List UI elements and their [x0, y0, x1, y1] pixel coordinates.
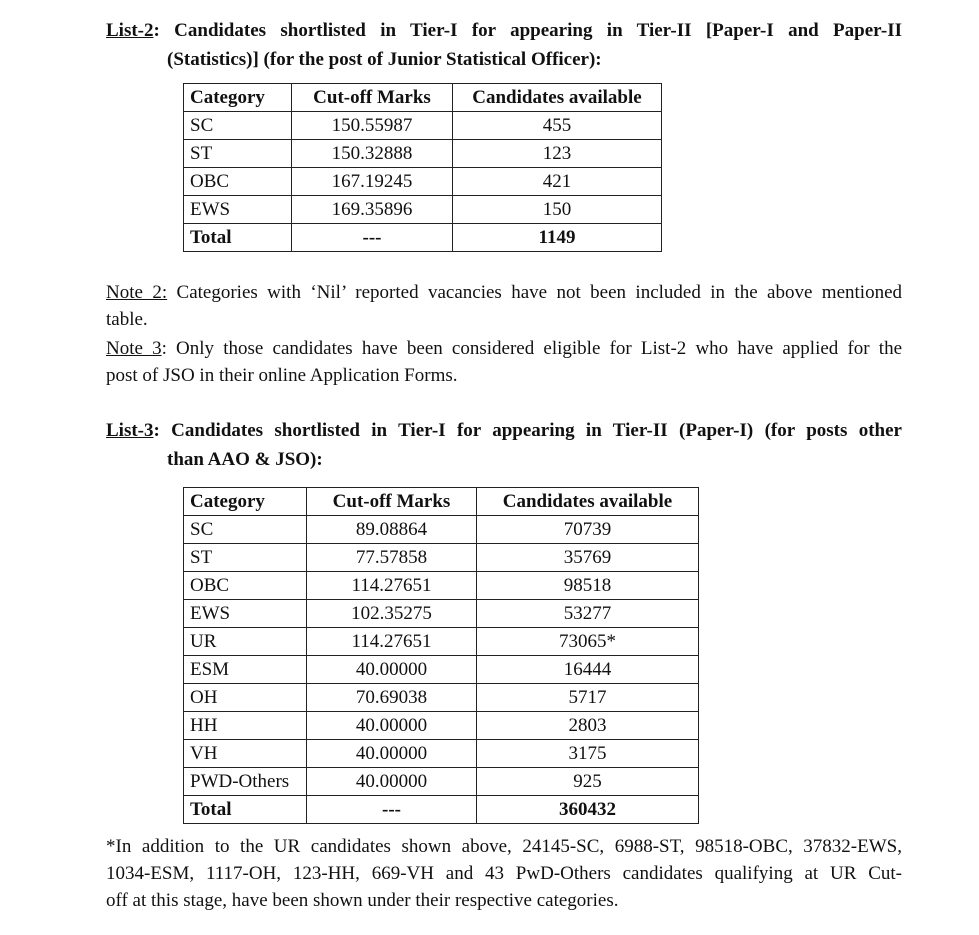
list3-heading	[106, 416, 902, 474]
cell-category: OBC	[184, 572, 307, 600]
footnote-line-2: 1034-ESM, 1117-OH, 123-HH, 669-VH and 43 PwD-Others candidates qualifying at UR Cut-	[106, 863, 902, 884]
cell-category: VH	[184, 740, 307, 768]
column-header-available: Candidates available	[453, 84, 662, 112]
list2-table	[183, 83, 662, 252]
cell-category: EWS	[184, 600, 307, 628]
table-row	[184, 112, 662, 140]
cell-total-label: Total	[184, 224, 292, 252]
cell-cutoff: 150.55987	[292, 112, 453, 140]
list3-label: List-3	[106, 420, 154, 441]
note-2: Note 2: Categories with ‘Nil’ reported vacancies have not been included in the above mentioned table.	[106, 282, 903, 330]
cell-available: 925	[477, 768, 699, 796]
table-row	[184, 572, 699, 600]
cell-total-cutoff: ---	[307, 796, 477, 824]
column-header-category: Category	[184, 84, 292, 112]
cell-cutoff: 114.27651	[307, 628, 477, 656]
cell-cutoff: 40.00000	[307, 656, 477, 684]
cell-total-label: Total	[184, 796, 307, 824]
list2-heading	[106, 16, 902, 74]
cell-available: 150	[453, 196, 662, 224]
cell-available: 123	[453, 140, 662, 168]
table-header-row	[184, 488, 699, 516]
cell-category: ESM	[184, 656, 307, 684]
column-header-cutoff: Cut-off Marks	[292, 84, 453, 112]
cell-category: SC	[184, 112, 292, 140]
cell-category: ST	[184, 544, 307, 572]
table-row	[184, 740, 699, 768]
cell-cutoff: 150.32888	[292, 140, 453, 168]
footnote-line-1: *In addition to the UR candidates shown above, 24145-SC, 6988-ST, 98518-OBC, 37832-EWS,	[106, 836, 902, 857]
cell-cutoff: 40.00000	[307, 768, 477, 796]
cell-available: 5717	[477, 684, 699, 712]
cell-total-available: 360432	[477, 796, 699, 824]
table-row	[184, 168, 662, 196]
cell-category: EWS	[184, 196, 292, 224]
table-row	[184, 516, 699, 544]
table-row	[184, 712, 699, 740]
cell-available: 16444	[477, 656, 699, 684]
cell-total-available: 1149	[453, 224, 662, 252]
list2-heading-line2: (Statistics)] (for the post of Junior Statistical Officer):	[167, 49, 602, 70]
cell-category: SC	[184, 516, 307, 544]
cell-cutoff: 102.35275	[307, 600, 477, 628]
cell-category: OH	[184, 684, 307, 712]
note-3: Note 3: Only those candidates have been considered eligible for List-2 who have applied for the post of JSO in their online Application Forms.	[106, 338, 902, 386]
cell-available: 421	[453, 168, 662, 196]
cell-available: 2803	[477, 712, 699, 740]
cell-available: 73065*	[477, 628, 699, 656]
cell-cutoff: 40.00000	[307, 712, 477, 740]
cell-available: 3175	[477, 740, 699, 768]
list3-heading-line1: List-3: Candidates shortlisted in Tier-I for appearing in Tier-II (Paper-I) (for posts other	[106, 420, 902, 441]
cell-available: 98518	[477, 572, 699, 600]
table-row	[184, 140, 662, 168]
column-header-category: Category	[184, 488, 307, 516]
cell-cutoff: 169.35896	[292, 196, 453, 224]
column-header-cutoff: Cut-off Marks	[307, 488, 477, 516]
cell-cutoff: 114.27651	[307, 572, 477, 600]
table-total-row	[184, 796, 699, 824]
cell-cutoff: 40.00000	[307, 740, 477, 768]
cell-category: ST	[184, 140, 292, 168]
table-row	[184, 544, 699, 572]
list3-heading-line2: than AAO & JSO):	[167, 449, 323, 470]
cell-cutoff: 77.57858	[307, 544, 477, 572]
note-2-label: Note 2:	[106, 282, 168, 303]
footnote-line-3: off at this stage, have been shown under their respective categories.	[106, 890, 619, 911]
cell-cutoff: 89.08864	[307, 516, 477, 544]
table-row	[184, 600, 699, 628]
cell-category: HH	[184, 712, 307, 740]
table-row	[184, 656, 699, 684]
list3-table	[183, 487, 699, 824]
table-row	[184, 684, 699, 712]
list2-label: List-2	[106, 20, 154, 41]
cell-cutoff: 167.19245	[292, 168, 453, 196]
table-header-row	[184, 84, 662, 112]
table-row	[184, 768, 699, 796]
cell-available: 455	[453, 112, 662, 140]
cell-total-cutoff: ---	[292, 224, 453, 252]
note-3-label: Note 3	[106, 338, 162, 359]
table-row	[184, 628, 699, 656]
cell-available: 70739	[477, 516, 699, 544]
cell-cutoff: 70.69038	[307, 684, 477, 712]
cell-available: 53277	[477, 600, 699, 628]
list2-heading-line1: List-2: Candidates shortlisted in Tier-I for appearing in Tier-II [Paper-I and Paper-II	[106, 20, 902, 41]
cell-category: PWD-Others	[184, 768, 307, 796]
footnote	[106, 833, 902, 914]
column-header-available: Candidates available	[477, 488, 699, 516]
cell-category: OBC	[184, 168, 292, 196]
table-row	[184, 196, 662, 224]
cell-available: 35769	[477, 544, 699, 572]
cell-category: UR	[184, 628, 307, 656]
table-total-row	[184, 224, 662, 252]
